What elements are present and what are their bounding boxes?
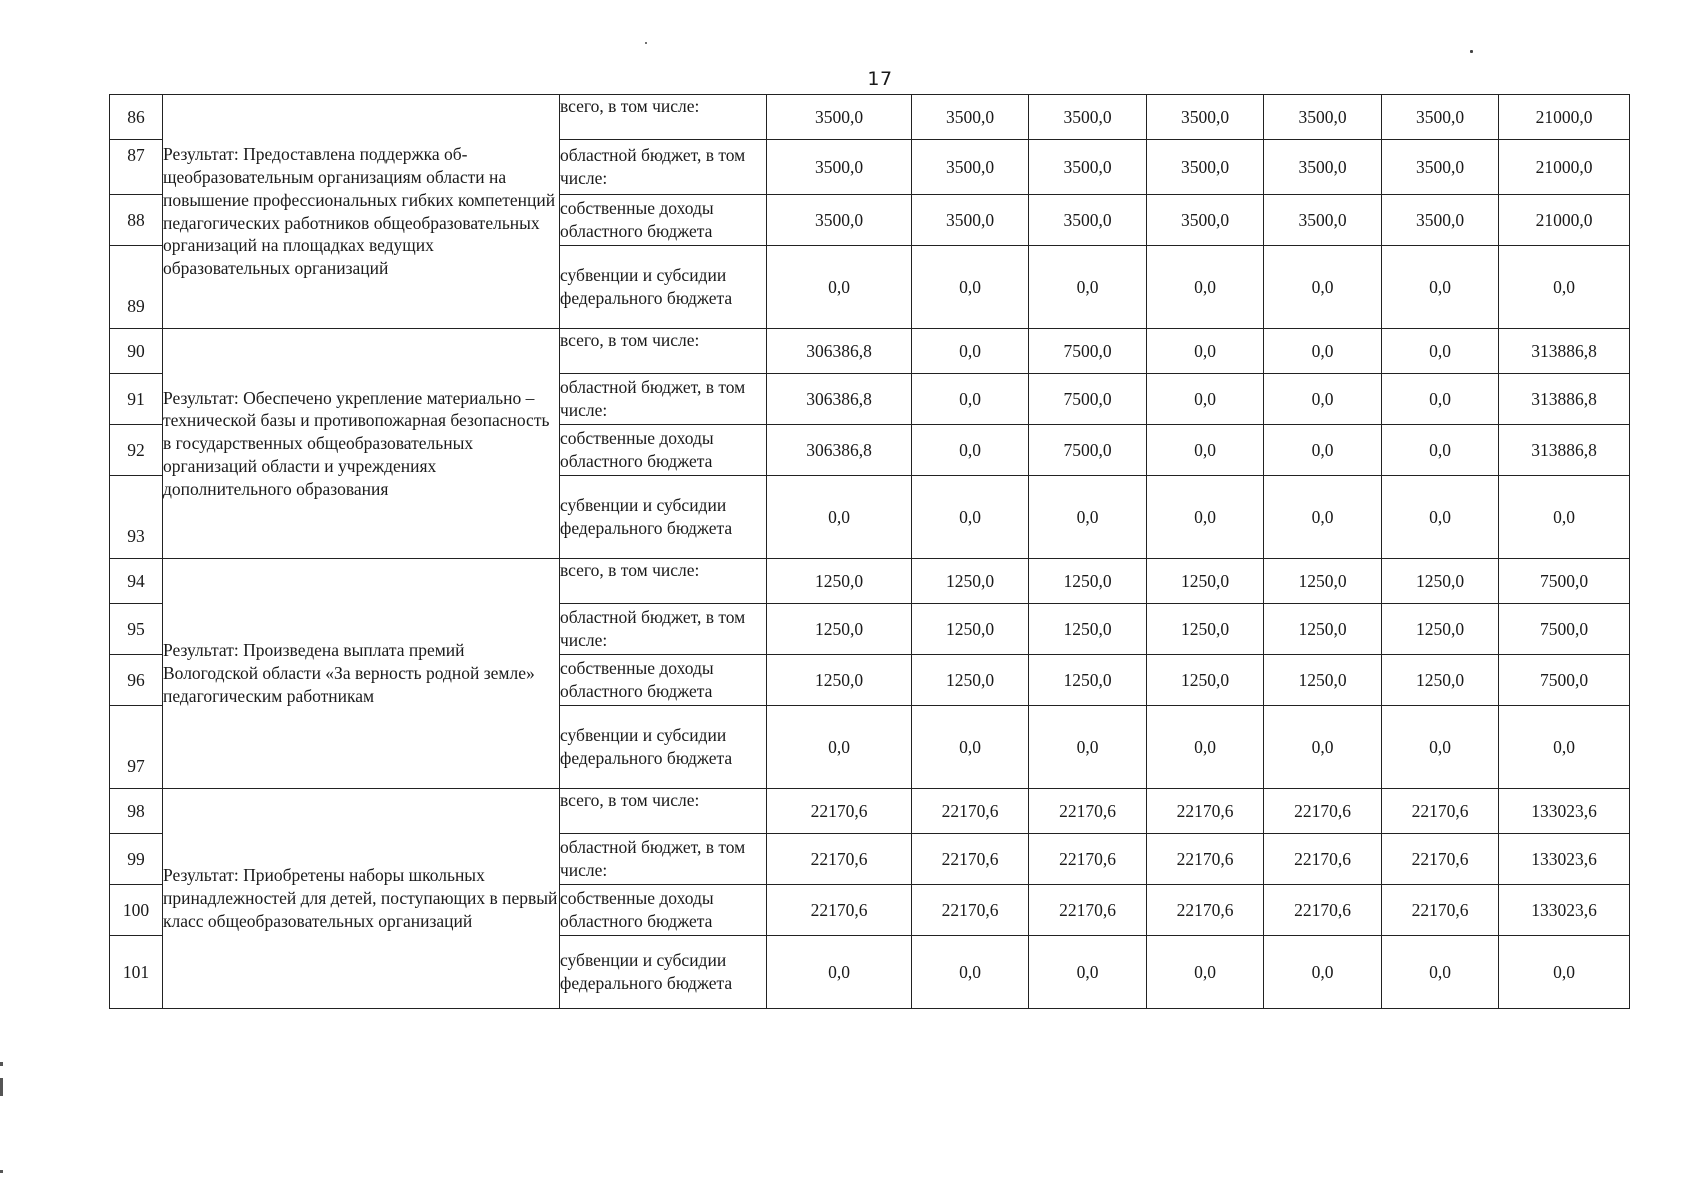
row-number: 96	[110, 655, 163, 706]
value-cell: 3500,0	[912, 95, 1029, 140]
table-row	[110, 329, 1630, 374]
funding-source: всего, в том числе:	[560, 329, 767, 374]
value-cell: 0,0	[767, 706, 912, 789]
value-cell: 22170,6	[1264, 789, 1382, 834]
total-cell: 21000,0	[1499, 140, 1630, 195]
table-row	[110, 95, 1630, 140]
value-cell: 1250,0	[1147, 604, 1264, 655]
row-number: 91	[110, 374, 163, 425]
funding-source: собственные доходы областного бюджета	[560, 425, 767, 476]
value-cell: 22170,6	[767, 789, 912, 834]
total-cell: 133023,6	[1499, 834, 1630, 885]
total-cell: 21000,0	[1499, 95, 1630, 140]
value-cell: 7500,0	[1029, 425, 1147, 476]
value-cell: 0,0	[1147, 374, 1264, 425]
table-row	[110, 559, 1630, 604]
page-number: 17	[867, 68, 893, 90]
row-number: 95	[110, 604, 163, 655]
row-number: 86	[110, 95, 163, 140]
funding-source: субвенции и субсидии федерального бюджета	[560, 936, 767, 1009]
total-cell: 7500,0	[1499, 604, 1630, 655]
value-cell: 22170,6	[1147, 789, 1264, 834]
value-cell: 0,0	[912, 706, 1029, 789]
value-cell: 3500,0	[767, 95, 912, 140]
value-cell: 0,0	[767, 476, 912, 559]
value-cell: 22170,6	[1382, 789, 1499, 834]
value-cell: 22170,6	[912, 789, 1029, 834]
row-number: 98	[110, 789, 163, 834]
funding-source: всего, в том числе:	[560, 789, 767, 834]
value-cell: 1250,0	[912, 604, 1029, 655]
funding-source: областной бюджет, в том числе:	[560, 834, 767, 885]
value-cell: 0,0	[1147, 246, 1264, 329]
value-cell: 0,0	[1029, 706, 1147, 789]
value-cell: 7500,0	[1029, 329, 1147, 374]
value-cell: 0,0	[912, 329, 1029, 374]
value-cell: 0,0	[1382, 706, 1499, 789]
table-row	[110, 789, 1630, 834]
total-cell: 0,0	[1499, 476, 1630, 559]
funding-source: областной бюджет, в том числе:	[560, 140, 767, 195]
value-cell: 306386,8	[767, 329, 912, 374]
total-cell: 133023,6	[1499, 789, 1630, 834]
funding-source: субвенции и субсидии федерального бюджета	[560, 706, 767, 789]
scan-edge-mark	[0, 1062, 3, 1066]
total-cell: 7500,0	[1499, 559, 1630, 604]
funding-source: всего, в том числе:	[560, 559, 767, 604]
value-cell: 22170,6	[912, 834, 1029, 885]
value-cell: 3500,0	[767, 140, 912, 195]
value-cell: 0,0	[767, 936, 912, 1009]
value-cell: 22170,6	[1382, 834, 1499, 885]
value-cell: 22170,6	[767, 834, 912, 885]
value-cell: 3500,0	[1029, 195, 1147, 246]
value-cell: 3500,0	[912, 140, 1029, 195]
value-cell: 0,0	[767, 246, 912, 329]
value-cell: 22170,6	[1029, 885, 1147, 936]
result-description: Результат: Произведена выплата премий Вологодской области «За верность родной земле» педагогическим работникам	[163, 559, 560, 789]
value-cell: 22170,6	[1147, 834, 1264, 885]
value-cell: 3500,0	[1147, 95, 1264, 140]
value-cell: 0,0	[1264, 476, 1382, 559]
result-description: Результат: Предоставлена поддержка общеобразовательным организациям области на повышение профессиональных гибких компетенций педагогических работников общеобразовательных организаций на площадках ведущих образовательных организаций	[163, 95, 560, 329]
value-cell: 1250,0	[767, 604, 912, 655]
row-number: 88	[110, 195, 163, 246]
value-cell: 0,0	[912, 936, 1029, 1009]
value-cell: 1250,0	[1382, 559, 1499, 604]
value-cell: 0,0	[1147, 425, 1264, 476]
row-number: 100	[110, 885, 163, 936]
value-cell: 0,0	[1147, 706, 1264, 789]
total-cell: 7500,0	[1499, 655, 1630, 706]
value-cell: 1250,0	[1382, 655, 1499, 706]
value-cell: 306386,8	[767, 425, 912, 476]
value-cell: 0,0	[1264, 706, 1382, 789]
value-cell: 22170,6	[912, 885, 1029, 936]
value-cell: 22170,6	[1029, 834, 1147, 885]
value-cell: 3500,0	[1382, 140, 1499, 195]
value-cell: 0,0	[1382, 476, 1499, 559]
value-cell: 0,0	[1382, 246, 1499, 329]
value-cell: 3500,0	[1264, 195, 1382, 246]
funding-source: собственные доходы областного бюджета	[560, 195, 767, 246]
value-cell: 1250,0	[912, 559, 1029, 604]
value-cell: 3500,0	[1147, 140, 1264, 195]
value-cell: 0,0	[1264, 246, 1382, 329]
funding-source: субвенции и субсидии федерального бюджета	[560, 476, 767, 559]
value-cell: 3500,0	[912, 195, 1029, 246]
value-cell: 7500,0	[1029, 374, 1147, 425]
value-cell: 0,0	[1382, 936, 1499, 1009]
funding-source: собственные доходы областного бюджета	[560, 885, 767, 936]
value-cell: 1250,0	[1264, 559, 1382, 604]
value-cell: 1250,0	[1264, 604, 1382, 655]
value-cell: 1250,0	[1264, 655, 1382, 706]
funding-source: собственные доходы областного бюджета	[560, 655, 767, 706]
scan-edge-mark	[0, 1170, 3, 1173]
value-cell: 0,0	[1147, 476, 1264, 559]
value-cell: 0,0	[912, 425, 1029, 476]
value-cell: 0,0	[1264, 425, 1382, 476]
value-cell: 0,0	[1264, 329, 1382, 374]
row-number: 97	[110, 706, 163, 789]
row-number: 87	[110, 140, 163, 195]
row-number: 92	[110, 425, 163, 476]
row-number: 99	[110, 834, 163, 885]
value-cell: 3500,0	[1029, 140, 1147, 195]
value-cell: 1250,0	[1029, 559, 1147, 604]
value-cell: 1250,0	[767, 655, 912, 706]
value-cell: 306386,8	[767, 374, 912, 425]
value-cell: 3500,0	[1382, 195, 1499, 246]
value-cell: 22170,6	[1382, 885, 1499, 936]
value-cell: 0,0	[912, 374, 1029, 425]
scan-speck	[1470, 50, 1473, 53]
row-number: 101	[110, 936, 163, 1009]
row-number: 94	[110, 559, 163, 604]
value-cell: 0,0	[1029, 476, 1147, 559]
row-number: 90	[110, 329, 163, 374]
value-cell: 1250,0	[1029, 655, 1147, 706]
value-cell: 3500,0	[1264, 140, 1382, 195]
value-cell: 0,0	[1147, 329, 1264, 374]
value-cell: 1250,0	[912, 655, 1029, 706]
total-cell: 0,0	[1499, 936, 1630, 1009]
value-cell: 0,0	[1264, 374, 1382, 425]
value-cell: 1250,0	[1029, 604, 1147, 655]
value-cell: 22170,6	[1264, 885, 1382, 936]
value-cell: 1250,0	[1382, 604, 1499, 655]
row-number: 89	[110, 246, 163, 329]
value-cell: 0,0	[1147, 936, 1264, 1009]
value-cell: 22170,6	[1029, 789, 1147, 834]
scan-edge-mark	[0, 1078, 3, 1096]
total-cell: 21000,0	[1499, 195, 1630, 246]
value-cell: 0,0	[1382, 329, 1499, 374]
value-cell: 3500,0	[1264, 95, 1382, 140]
total-cell: 313886,8	[1499, 329, 1630, 374]
total-cell: 0,0	[1499, 706, 1630, 789]
value-cell: 3500,0	[1147, 195, 1264, 246]
result-description: Результат: Приобретены наборы школьных принадлежностей для детей, поступающих в первый класс общеобразовательных организаций	[163, 789, 560, 1009]
value-cell: 0,0	[1382, 425, 1499, 476]
result-description: Результат: Обеспечено укрепление материально – технической базы и противопожарная безопасность в государственных общеобразовательных организаций области и учреждениях дополнительного образования	[163, 329, 560, 559]
value-cell: 0,0	[1029, 936, 1147, 1009]
total-cell: 0,0	[1499, 246, 1630, 329]
value-cell: 22170,6	[767, 885, 912, 936]
value-cell: 3500,0	[1382, 95, 1499, 140]
value-cell: 0,0	[912, 476, 1029, 559]
row-number: 93	[110, 476, 163, 559]
funding-source: областной бюджет, в том числе:	[560, 604, 767, 655]
value-cell: 1250,0	[1147, 655, 1264, 706]
value-cell: 0,0	[1264, 936, 1382, 1009]
scan-speck	[645, 42, 647, 44]
total-cell: 313886,8	[1499, 374, 1630, 425]
funding-source: всего, в том числе:	[560, 95, 767, 140]
value-cell: 22170,6	[1147, 885, 1264, 936]
value-cell: 0,0	[912, 246, 1029, 329]
value-cell: 22170,6	[1264, 834, 1382, 885]
total-cell: 313886,8	[1499, 425, 1630, 476]
total-cell: 133023,6	[1499, 885, 1630, 936]
value-cell: 0,0	[1029, 246, 1147, 329]
value-cell: 3500,0	[1029, 95, 1147, 140]
value-cell: 1250,0	[767, 559, 912, 604]
value-cell: 0,0	[1382, 374, 1499, 425]
value-cell: 3500,0	[767, 195, 912, 246]
funding-source: субвенции и субсидии федерального бюджета	[560, 246, 767, 329]
value-cell: 1250,0	[1147, 559, 1264, 604]
budget-table	[109, 94, 1630, 1009]
funding-source: областной бюджет, в том числе:	[560, 374, 767, 425]
